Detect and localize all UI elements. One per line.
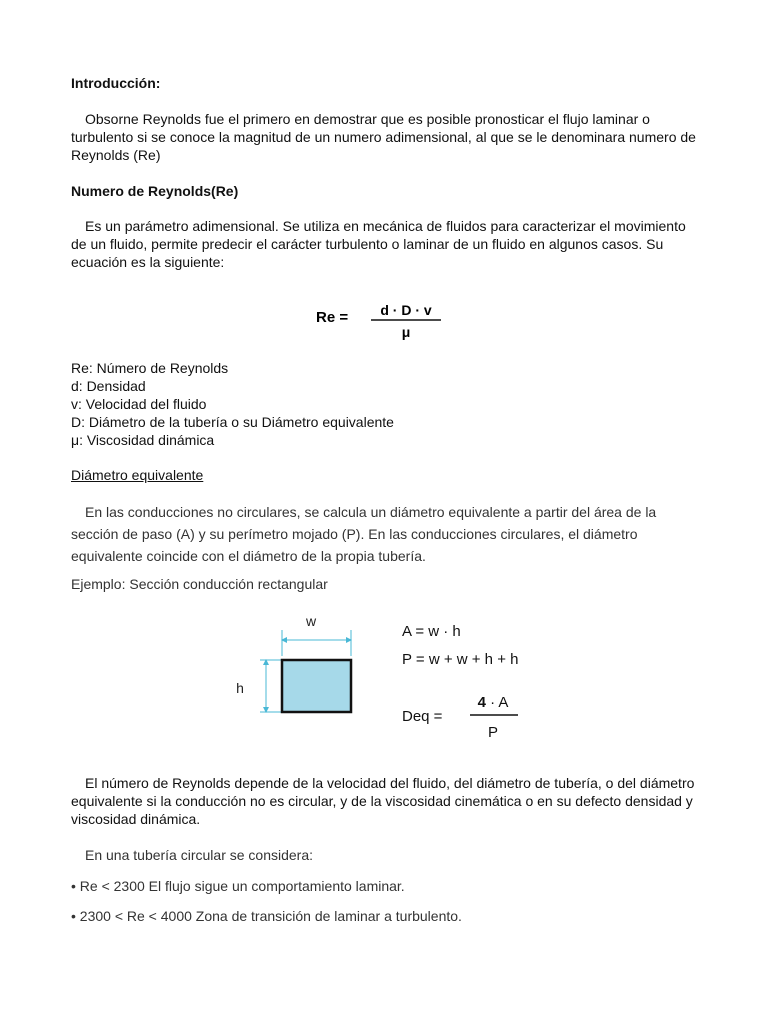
bullet-transition: • 2300 < Re < 4000 Zona de transición de laminar a turbulento.: [71, 908, 462, 924]
deq-numerator: 4 · A: [477, 694, 509, 711]
formula-lhs: Re =: [316, 309, 349, 326]
reynolds-heading: Numero de Reynolds(Re): [71, 183, 239, 199]
area-equation: A = w · h: [402, 623, 461, 640]
width-label: w: [305, 613, 317, 629]
deq-denominator: P: [487, 724, 499, 741]
circular-intro: En una tubería circular se considera:: [85, 847, 314, 863]
formula-numerator: d · D · v: [380, 302, 432, 318]
definition-item: d: Densidad: [71, 378, 146, 394]
closing-paragraph: El número de Reynolds depende de la velocidad del fluido, del diámetro de tubería, o del diámetro equivalente si la conducción no es circular, y de la viscosidad cinemática o en su defecto densidad y viscosidad dinámica.: [71, 775, 695, 827]
definition-item: v: Velocidad del fluido: [71, 396, 207, 412]
bullet-laminar: • Re < 2300 El flujo sigue un comportamiento laminar.: [71, 878, 405, 894]
example-label: Ejemplo: Sección conducción rectangular: [71, 576, 328, 592]
height-label: h: [236, 680, 244, 696]
reynolds-formula: [316, 300, 456, 344]
intro-heading: Introducción:: [71, 75, 161, 91]
reynolds-paragraph: Es un parámetro adimensional. Se utiliza en mecánica de fluidos para caracterizar el movimiento de un fluido, permite predecir el carácter turbulento o laminar de un fluido en algunos casos. Su ecuación es la siguiente:: [71, 218, 686, 270]
definition-item: μ: Viscosidad dinámica: [71, 432, 215, 448]
deq-lhs: Deq =: [402, 708, 443, 725]
formula-denominator: μ: [401, 324, 411, 340]
intro-paragraph: Obsorne Reynolds fue el primero en demostrar que es posible pronosticar el flujo laminar o turbulento si se conoce la magnitud de un numero adimensional, al que se le denominara numero de Reynolds (Re): [71, 111, 696, 163]
equivalente-heading: Diámetro equivalente: [71, 467, 204, 483]
definitions-list: [71, 359, 701, 449]
perimeter-equation: P = w + w + h + h: [402, 651, 519, 668]
definition-item: D: Diámetro de la tubería o su Diámetro equivalente: [71, 414, 394, 430]
equivalente-paragraph: En las conducciones no circulares, se calcula un diámetro equivalente a partir del área de la sección de paso (A) y su perímetro mojado (P). En las conducciones circulares, el diámetro equivalente coincide con el diámetro de la propia tubería.: [71, 504, 657, 564]
definition-item: Re: Número de Reynolds: [71, 360, 229, 376]
rectangular-section: [282, 660, 351, 712]
rectangular-section-diagram: [230, 608, 560, 748]
